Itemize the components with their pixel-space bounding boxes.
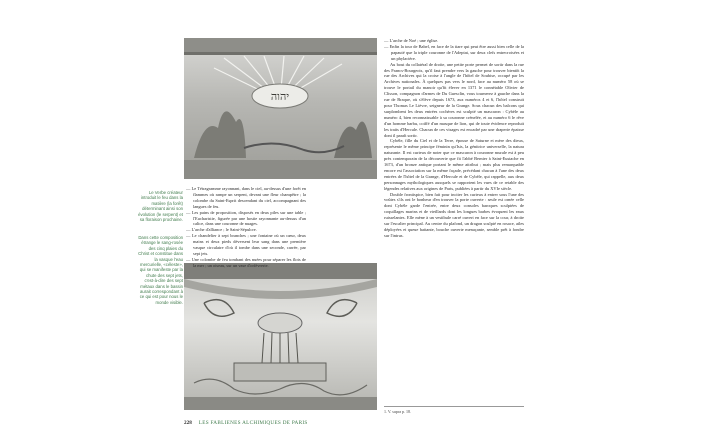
page-number: 228 bbox=[184, 420, 192, 426]
list-item: — Une colombe de feu tombant des nuées pour séparer les flots de la mer ; un oiseau, sur un vase d'orfèvrerie. bbox=[186, 256, 306, 268]
list-item: — Le Tétragramme rayonnant, dans le ciel, au-dessus d'une forêt en flammes où rampe un serpent, devant une fleur champêtre ; la colombe du Saint-Esprit descendant du ciel, accompagnant des langues de feu. bbox=[186, 186, 306, 209]
body-paragraph: Double frontispice, bien fait pour inciter les curieux à entrer sous l'une des voûtes s'ils ont le bonheur d'en trouver la porte ouverte : seule est ornée celle dont Cybèle garde l'entrée, entre deux consoles baroques sculptées de coquillages marins et de vieillards dont les longues barbes évoquent les eaux ruisselantes. Elle mène à un vestibule carré ouvert en face sur la cour, à droite sur l'escalier principal. Au centre du plafond, un dragon sculpté en rosace, ailes déployées et queue battante, bouche ouverte menaçante, semble prêt à fondre sur l'intrus. bbox=[384, 191, 524, 238]
tetragram-relief-photo bbox=[184, 38, 377, 179]
list-item: — Les pains de proposition, disposés en deux piles sur une table ; l'Eucharistie, figurée par une hostie rayonnante au-dessus d'un calice, dans une couronne de nuages. bbox=[186, 209, 306, 227]
footnote: 1. V. supra p. 18. bbox=[384, 406, 524, 414]
caption-tetragram: Le Verbe créateur introduit le feu dans la matière (la forêt) déterminant ainsi son évolution (le serpent) et sa floraison prochaine. bbox=[138, 190, 183, 223]
right-text-column bbox=[384, 38, 524, 239]
caption-fountain: Dans cette composition étrange le sang-rosée des cinq plaies du Christ et constitue dans la vasque l'eau mercurielle, «céleste», qui se manifeste par la chute des sept jets, c'est-à-dire des sept métaux dans le bassin aurait correspondant à ce qui est pour nous le monde visible. bbox=[138, 235, 183, 305]
list-item: — L'arche de Noé ; une église. bbox=[384, 38, 439, 43]
page-footer bbox=[184, 420, 384, 426]
tetragram-inscription: יהוה bbox=[270, 90, 290, 103]
body-paragraph: Cybèle, fille du Ciel et de la Terre, épouse de Saturne et mère des dieux, représente le même principe féminin qu'Isis, la génitrice universelle, la natura naturante. Il est curieux de noter que ce mascaron à couronne murale est à peu près contemporain de la découverte que fit l'abbé Bernier à Saint-Eustache en 1673, d'un bronze antique portant le même attribut ; mais plus remarquable encore est l'association sur la même façade, précédant chacun à l'une des deux entrées de l'hôtel de la Grange, d'Hercule et de Cybèle, qui rappelle, aux deux personnages mythologiques auxquels se rapportent les vues de ce retable des légendes relatives aux origines de Paris, publiées à partir du XVIe siècle. bbox=[384, 138, 524, 191]
fountain-relief-photo bbox=[184, 263, 377, 410]
list-item: — Enfin la tour de Babel, en face de la tiare qui peut être aussi bien celle de la papauté que la triple couronne de l'Adeptat, sur deux clefs entrecroisées et un phylactère. bbox=[384, 43, 524, 61]
body-paragraph: Au bout du collatéral de droite, une petite porte permet de sortir dans la rue des Francs-Bourgeois, qu'il faut prendre vers la gauche pour trouver bientôt la rue des Archives qui la croise à l'angle de l'hôtel de Soubise, occupé par les Archives nationales. À quelques pas vers le nord, face au numéro 58 où se trouve le portail du manoir qu'fit élever en 1371 le connétable Olivier de Clisson, compagnon d'armes de Du Guesclin, vous tournerez à gauche dans la rue de Braque, où s'élève depuis 1673, aux numéros 4 et 6, l'hôtel construit pour Thomas Le Lièvre, seigneur de la Grange. Sous chacun des balcons qui surplombent les deux entrées cochères est sculpté un mascaron : Cybèle au numéro 4, bien reconnaissable à sa couronne crénelée, et au numéro 6 le rêve d'un homme barbu, coiffé d'un masque de lion, qui de toute évidence reproduit les traits d'Hercule. Chacun de ces visages est encadré par une draperie épaisse dont il paraît sortir. bbox=[384, 61, 524, 138]
middle-text-column bbox=[186, 186, 306, 269]
running-title: LES FABLIENES ALCHIMIQUES DE PARIS bbox=[198, 420, 308, 426]
list-item: — L'arche d'alliance ; le Saint-Sépulcre. bbox=[186, 227, 257, 233]
list-item: — Le chandelier à sept branches ; une fontaine où un cœur, deux mains et deux pieds déversent leur sang dans une première vasque circulaire d'où il tombe dans une seconde, carrée, par sept jets. bbox=[186, 233, 306, 256]
